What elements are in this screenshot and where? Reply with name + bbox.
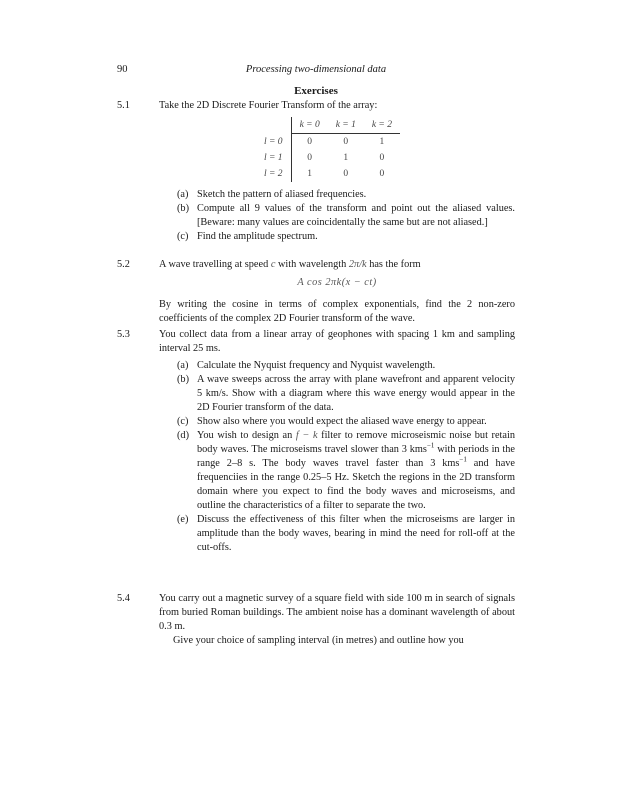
table-cell: 0 xyxy=(343,169,349,179)
exercise-text: A wave travelling at speed c with wavelength 2π/k has the form xyxy=(159,259,421,270)
row-header: l = 0 xyxy=(256,134,291,151)
sub-question xyxy=(177,230,515,244)
sub-question-text: Discuss the effectiveness of this filter when the microseisms are larger in amplitude than the body waves, bearing in mind the need for roll-off at the cut-offs. xyxy=(197,514,515,553)
table-cell: 0 xyxy=(307,137,312,147)
running-title: Processing two-dimensional data xyxy=(245,64,387,75)
table-cell: 0 xyxy=(343,137,349,147)
table-cell: 0 xyxy=(379,153,385,163)
sub-question-label: (b) xyxy=(177,374,190,385)
sub-question-label: (a) xyxy=(177,360,189,371)
exercise-number: 5.4 xyxy=(117,593,130,604)
math-wavelength: 2π/k xyxy=(348,259,367,270)
sub-question: (d) You wish to design an f − k filter to remove microseismic noise but retain body waves. The microseisms travel slower than 3 kms$^{-1}$ with periods in the range 2–8 s. The body waves travel faster than 3 kms$^{-1}$ and have frequenciies in the range 0.25–5 Hz. Sketch the regions in the 2D transform domain where you expect to find the body waves and microseisms, and outline the characteristics of a filter to separate the two. xyxy=(177,430,516,511)
exercise-text: You carry out a magnetic survey of a square field with side 100 m in search of signals from buried Roman buildings. The ambient noise has a dominant wavelength of about 0.3 m. xyxy=(159,593,515,632)
sub-question-text: Compute all 9 values of the transform and point out the aliased values. [Beware: many values are coincidentally the same but are not aliased.] xyxy=(197,203,515,228)
table-cell: 1 xyxy=(343,153,349,163)
math-fk: f − k xyxy=(295,430,318,441)
exercise-5-4 xyxy=(117,592,515,648)
sub-question xyxy=(177,188,515,202)
table-cell: 0 xyxy=(307,153,312,163)
table-row xyxy=(256,150,400,166)
section-title: Exercises xyxy=(294,85,338,97)
sub-question-label: (e) xyxy=(177,514,189,525)
sub-question-label: (c) xyxy=(177,231,189,242)
table-row xyxy=(256,134,400,151)
sub-question-list xyxy=(177,359,515,555)
sub-question-label: (c) xyxy=(177,416,189,427)
sub-question xyxy=(177,513,515,555)
exercise-5-2 xyxy=(117,258,515,326)
column-header: k = 1 xyxy=(328,117,364,134)
table-cell: 0 xyxy=(379,169,385,179)
sub-question xyxy=(177,373,515,415)
sub-question-label: (b) xyxy=(177,203,190,214)
exercise-5-1 xyxy=(117,99,515,244)
sub-question xyxy=(177,415,515,429)
column-header: k = 0 xyxy=(291,117,328,134)
page-number: 90 xyxy=(117,64,128,75)
sub-question-text: Show also where you would expect the aliased wave energy to appear. xyxy=(197,416,487,427)
sub-question-text: Sketch the pattern of aliased frequencies. xyxy=(197,189,367,200)
exercise-text-continued: Give your choice of sampling interval (in metres) and outline how you xyxy=(173,635,464,646)
row-header: l = 1 xyxy=(256,150,291,166)
sub-question xyxy=(177,359,515,373)
row-header: l = 2 xyxy=(256,166,291,182)
sub-question xyxy=(177,202,515,230)
table-cell: 1 xyxy=(379,137,385,147)
table-header-row xyxy=(256,117,400,134)
sub-question-label: (d) xyxy=(177,430,190,441)
sub-question-text: A wave sweeps across the array with plane wavefront and apparent velocity 5 km/s. Show with a diagram where this wave energy would appear in the 2D Fourier transform of the data. xyxy=(197,374,515,413)
exercise-number: 5.2 xyxy=(117,259,130,270)
exercise-5-3 xyxy=(117,328,515,555)
math-speed: c xyxy=(270,259,276,270)
sub-question-text: Find the amplitude spectrum. xyxy=(197,231,318,242)
table-row xyxy=(256,166,400,182)
wave-formula: A cos 2πk(x − ct) xyxy=(297,277,377,288)
exercise-text: You collect data from a linear array of geophones with spacing 1 km and sampling interval 25 ms. xyxy=(159,329,515,354)
exercise-number: 5.3 xyxy=(117,329,130,340)
array-table xyxy=(256,117,400,182)
exercise-number: 5.1 xyxy=(117,100,130,111)
exercise-text: Take the 2D Discrete Fourier Transform of the array: xyxy=(159,100,378,111)
sub-question-label: (a) xyxy=(177,189,189,200)
table-cell: 1 xyxy=(307,169,312,179)
sub-question-list xyxy=(177,188,515,244)
exercise-paragraph: By writing the cosine in terms of complex exponentials, find the 2 non-zero coefficients of the complex 2D Fourier transform of the wave. xyxy=(159,299,515,324)
sub-question-text: Calculate the Nyquist frequency and Nyquist wavelength. xyxy=(197,360,436,371)
column-header: k = 2 xyxy=(364,117,400,134)
